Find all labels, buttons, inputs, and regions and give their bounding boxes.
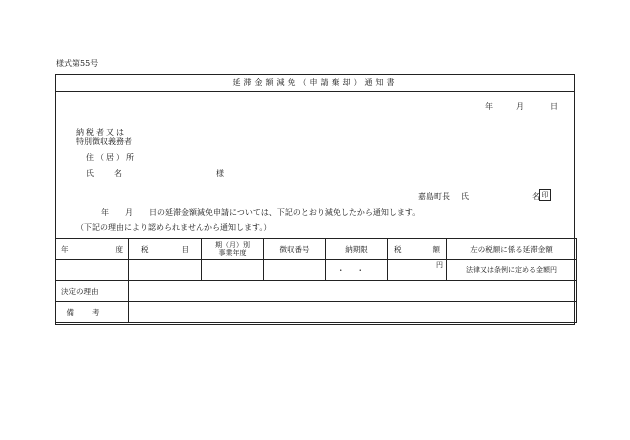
issuer-mei-label: 名 bbox=[532, 192, 540, 201]
form-number: 様式第55号 bbox=[56, 59, 99, 68]
cell-fiscal-year[interactable] bbox=[56, 260, 129, 281]
taxpayer-label: 納税者又は bbox=[76, 128, 126, 137]
cell-period[interactable] bbox=[202, 260, 264, 281]
header-period: 期（月）別 事業年度 bbox=[202, 239, 264, 260]
header-collection-number: 徴収番号 bbox=[264, 239, 326, 260]
header-late-fee: 左の税額に係る延滞金額 bbox=[447, 239, 577, 260]
cell-late-fee[interactable]: 法律又は条例に定める金額円 bbox=[447, 260, 577, 281]
remarks-row bbox=[56, 302, 577, 323]
issuer-mayor-label: 嘉島町長 bbox=[418, 192, 450, 201]
special-collector-label: 特別徴収義務者 bbox=[76, 137, 132, 146]
issuer-shi-label: 氏 bbox=[461, 192, 469, 201]
cell-due-date[interactable]: ・・ bbox=[326, 260, 388, 281]
date-month-label: 月 bbox=[516, 102, 524, 111]
recipient-name-label: 氏名 bbox=[86, 169, 142, 178]
seal-mark: 印 bbox=[539, 189, 551, 201]
notice-sheet bbox=[55, 74, 575, 325]
header-fiscal-year: 年 度 bbox=[56, 239, 129, 260]
reason-label: 決定の理由 bbox=[56, 281, 129, 302]
remarks-value[interactable] bbox=[129, 302, 577, 323]
date-day-label: 日 bbox=[550, 102, 558, 111]
header-tax-item: 税 目 bbox=[129, 239, 202, 260]
notice-note: （下記の理由により認められませんから通知します。） bbox=[76, 223, 272, 232]
remarks-label: 備考 bbox=[56, 302, 129, 323]
reason-value[interactable] bbox=[129, 281, 577, 302]
late-fee-table bbox=[55, 238, 577, 323]
header-due-date: 納期限 bbox=[326, 239, 388, 260]
address-label: 住（居）所 bbox=[86, 153, 136, 162]
cell-tax-item[interactable] bbox=[129, 260, 202, 281]
reason-row bbox=[56, 281, 577, 302]
cell-collection-number[interactable] bbox=[264, 260, 326, 281]
date-year-label: 年 bbox=[485, 102, 493, 111]
document-title: 延滞金額減免（申請棄却）通知書 bbox=[56, 75, 574, 92]
table-row bbox=[56, 260, 577, 281]
table-header-row bbox=[56, 239, 577, 260]
cell-tax-amount[interactable]: 円 bbox=[388, 260, 447, 281]
header-tax-amount: 税 額 bbox=[388, 239, 447, 260]
notice-text: 年 月 日の延滞金額減免申請については、下記のとおり減免したから通知します。 bbox=[101, 208, 421, 217]
honorific-sama: 様 bbox=[216, 169, 224, 178]
